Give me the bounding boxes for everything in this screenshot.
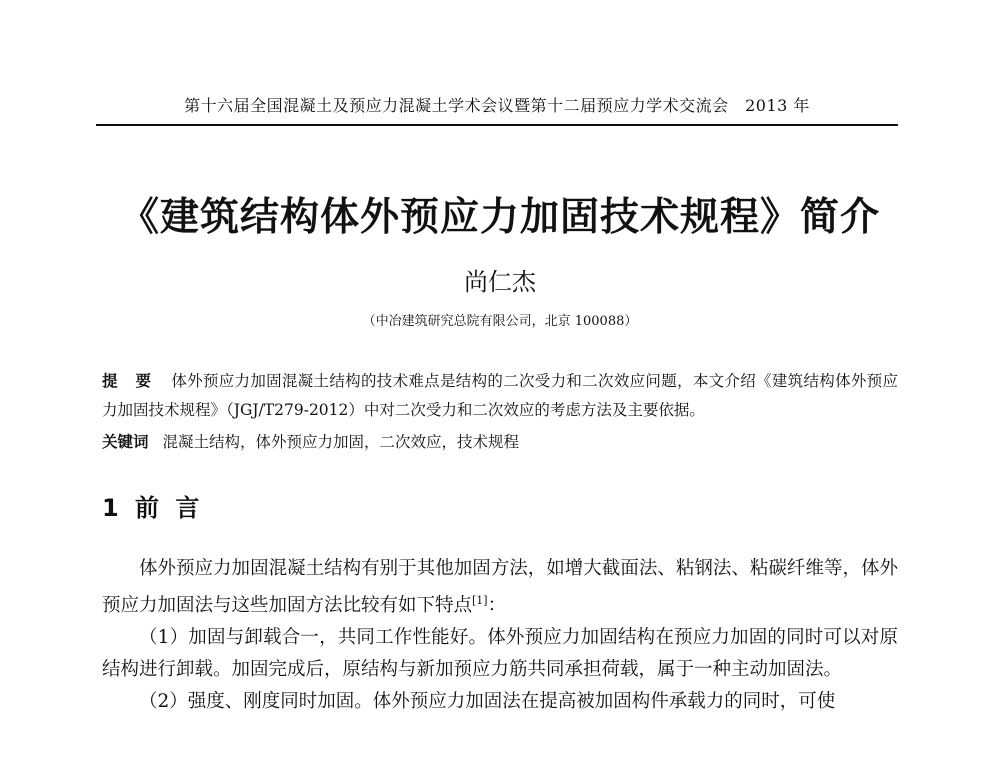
- author-affiliation: （中冶建筑研究总院有限公司，北京 100088）: [362, 314, 638, 329]
- paragraph-tail: ：: [487, 595, 507, 617]
- abstract-text: 体外预应力加固混凝土结构的技术难点是结构的二次受力和二次效应问题，本文介绍《建筑结构体外预应力加固技术规程》（JGJ/T279-2012）中对二次受力和二次效应的考虑方法及主要依据。: [102, 372, 898, 419]
- paper-title: 《建筑结构体外预应力加固技术规程》简介: [119, 195, 880, 240]
- paragraph: [102, 553, 898, 622]
- paragraph: （1）加固与卸载合一，共同工作性能好。体外预应力加固结构在预应力加固的同时可以对原结构进行卸载。加固完成后，原结构与新加预应力筋共同承担荷载，属于一种主动加固法。: [102, 627, 898, 681]
- keywords: [102, 430, 898, 452]
- section-heading: 1 前 言: [102, 494, 204, 522]
- citation-ref: [1]: [472, 594, 488, 607]
- body-text: [102, 553, 898, 718]
- header-rule: [96, 124, 898, 126]
- running-header: 第十六届全国混凝土及预应力混凝土学术会议暨第十二届预应力学术交流会 2013 年: [184, 96, 810, 115]
- abstract-label: 提 要: [102, 371, 158, 390]
- paragraph: （2）强度、刚度同时加固。体外预应力加固法在提高被加固构件承载力的同时，可使: [139, 691, 836, 713]
- abstract: [102, 366, 898, 425]
- keywords-text: 混凝土结构，体外预应力加固，二次效应，技术规程: [162, 433, 520, 451]
- keywords-label: 关键词: [102, 432, 149, 451]
- paragraph-text: 体外预应力加固混凝土结构有别于其他加固方法，如增大截面法、粘钢法、粘碳纤维等，体外预应力加固法与这些加固方法比较有如下特点: [102, 558, 898, 617]
- author-name: 尚仁杰: [464, 268, 536, 296]
